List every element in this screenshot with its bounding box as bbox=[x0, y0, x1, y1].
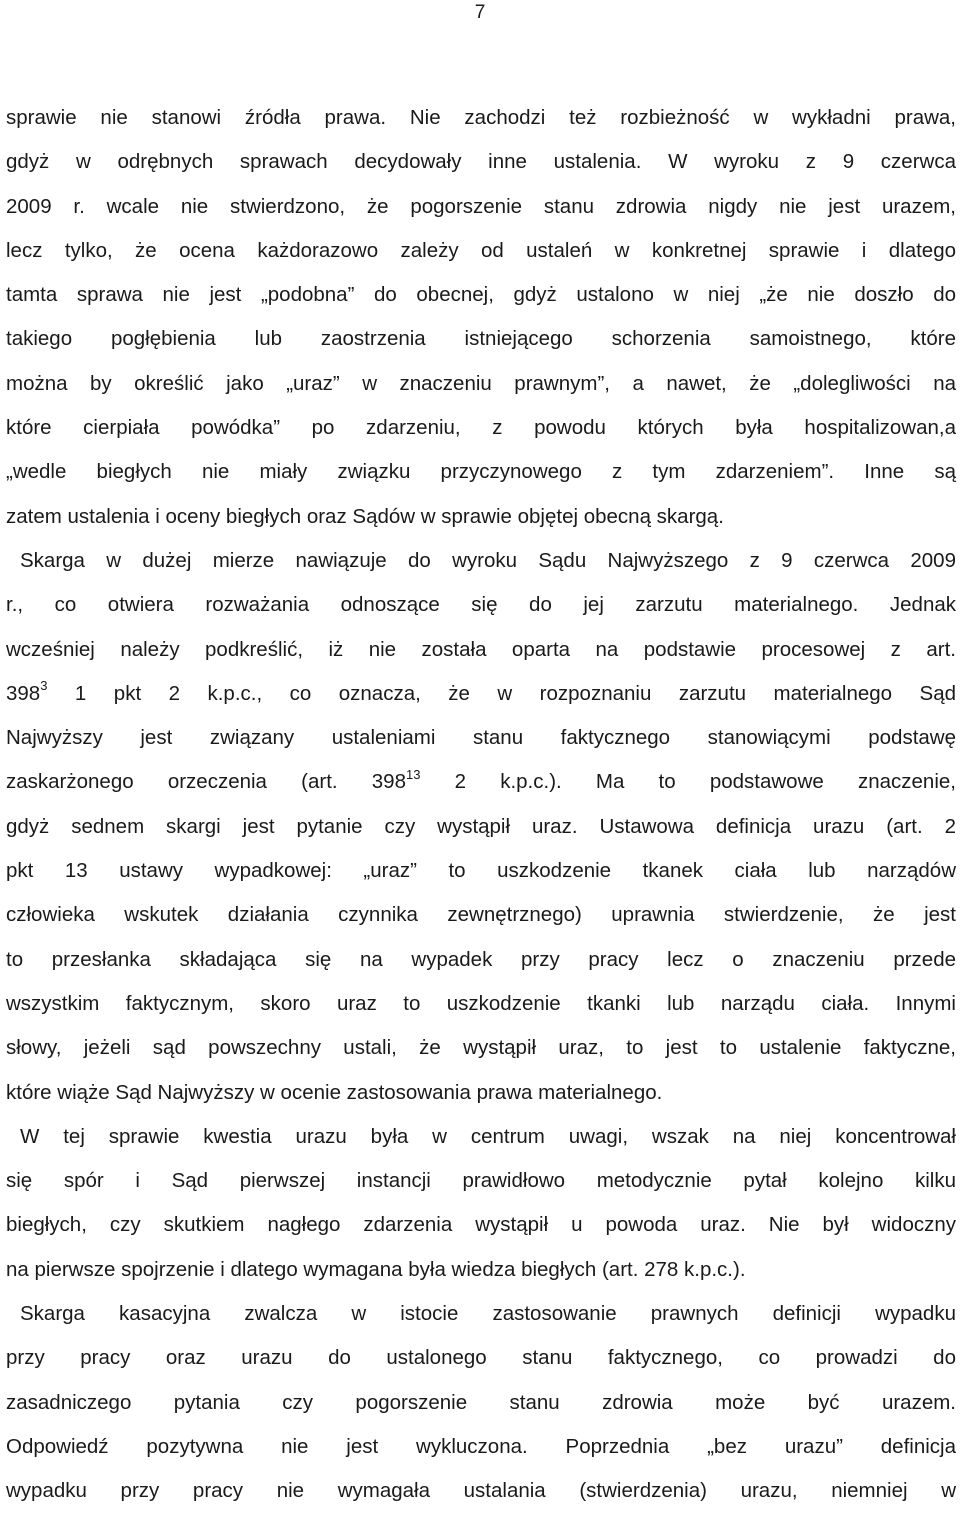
text-line bbox=[6, 1425, 956, 1469]
text-line-content: tamta sprawa nie jest „podobna” do obecnej, gdyż ustalono w niej „że nie doszło do bbox=[6, 283, 956, 307]
text-line-content: Najwyższy jest związany ustaleniami stanu faktycznego stanowiącymi podstawę bbox=[6, 726, 956, 750]
text-line-content: 2009 r. wcale nie stwierdzono, że pogorszenie stanu zdrowia nigdy nie jest urazem, bbox=[6, 194, 956, 218]
text-line-content: Odpowiedź pozytywna nie jest wykluczona. Poprzednia „bez urazu” definicja bbox=[6, 1434, 956, 1458]
text-line-content: gdyż w odrębnych sprawach decydowały inne ustalenia. W wyroku z 9 czerwca bbox=[6, 150, 956, 174]
text-line bbox=[6, 1336, 956, 1380]
text-line-content: wcześniej należy podkreślić, iż nie została oparta na podstawie procesowej z art. bbox=[6, 637, 956, 661]
text-line bbox=[6, 1381, 956, 1425]
text-line-continuation: 2 k.p.c.). Ma to podstawowe znaczenie, bbox=[420, 770, 956, 794]
text-line-content: to przesłanka składająca się na wypadek przy pracy lecz o znaczeniu przede bbox=[6, 947, 956, 971]
text-line bbox=[6, 406, 956, 450]
text-line-content: gdyż sednem skargi jest pytanie czy wystąpił uraz. Ustawowa definicja urazu (art. 2 bbox=[6, 814, 956, 838]
text-line-content: przy pracy oraz urazu do ustalonego stanu faktycznego, co prowadzi do bbox=[6, 1346, 956, 1370]
text-line bbox=[6, 583, 956, 627]
text-line-content: sprawie nie stanowi źródła prawa. Nie zachodzi też rozbieżność w wykładni prawa, bbox=[6, 106, 956, 129]
text-line-content: W tej sprawie kwestia urazu była w centrum uwagi, wszak na niej koncentrował bbox=[20, 1124, 956, 1148]
text-line bbox=[6, 1248, 956, 1292]
text-line bbox=[6, 628, 956, 672]
text-line bbox=[6, 1026, 956, 1070]
text-line bbox=[6, 1071, 956, 1115]
text-line-content: wszystkim faktycznym, skoro uraz to uszkodzenie tkanki lub narządu ciała. Innymi bbox=[6, 991, 956, 1015]
text-line bbox=[6, 849, 956, 893]
text-line bbox=[6, 273, 956, 317]
text-line bbox=[6, 1159, 956, 1203]
text-line-content: „wedle biegłych nie miały związku przyczynowego z tym zdarzeniem”. Inne są bbox=[6, 460, 956, 484]
text-line-content: człowieka wskutek działania czynnika zewnętrznego) uprawnia stwierdzenie, że jest bbox=[6, 903, 956, 927]
text-line-content: r., co otwiera rozważania odnoszące się do jej zarzutu materialnego. Jednak bbox=[6, 593, 956, 617]
page-number: 7 bbox=[474, 2, 486, 23]
text-line-content: które cierpiała powódka” po zdarzeniu, z powodu których była hospitalizowan,a bbox=[6, 416, 956, 440]
text-line bbox=[6, 450, 956, 494]
text-line-content: można by określić jako „uraz” w znaczeniu prawnym”, a nawet, że „dolegliwości na bbox=[6, 371, 956, 395]
text-line-content: takiego pogłębienia lub zaostrzenia istniejącego schorzenia samoistnego, które bbox=[6, 327, 956, 351]
text-line-content: Skarga kasacyjna zwalcza w istocie zastosowanie prawnych definicji wypadku bbox=[20, 1302, 956, 1326]
text-line-content: się spór i Sąd pierwszej instancji prawidłowo metodycznie pytał kolejno kilku bbox=[6, 1169, 956, 1193]
text-line-content: wypadku przy pracy nie wymagała ustalania (stwierdzenia) urazu, niemniej w bbox=[6, 1479, 956, 1503]
article-superscript: 13 bbox=[405, 766, 421, 782]
document-body bbox=[6, 96, 956, 1514]
text-line bbox=[6, 1203, 956, 1247]
text-line bbox=[6, 185, 956, 229]
text-line bbox=[6, 1292, 956, 1336]
text-line bbox=[6, 96, 956, 140]
text-line bbox=[6, 140, 956, 184]
text-line bbox=[6, 1469, 956, 1513]
text-line-content: pkt 13 ustawy wypadkowej: „uraz” to uszkodzenie tkanek ciała lub narządów bbox=[6, 859, 956, 883]
text-line bbox=[6, 893, 956, 937]
text-line-content: które wiąże Sąd Najwyższy w ocenie zastosowania prawa materialnego. bbox=[6, 1080, 663, 1104]
text-line-content: lecz tylko, że ocena każdorazowo zależy od ustaleń w konkretnej sprawie i dlatego bbox=[6, 238, 956, 262]
text-line-content: na pierwsze spojrzenie i dlatego wymagana była wiedza biegłych (art. 278 k.p.c.). bbox=[6, 1257, 746, 1281]
text-line bbox=[6, 1115, 956, 1159]
text-line-content: Skarga w dużej mierze nawiązuje do wyroku Sądu Najwyższego z 9 czerwca 2009 bbox=[20, 548, 956, 572]
text-line bbox=[6, 805, 956, 849]
text-line bbox=[6, 495, 956, 539]
text-line bbox=[6, 938, 956, 982]
text-line bbox=[6, 716, 956, 760]
text-line bbox=[6, 229, 956, 273]
text-line bbox=[6, 362, 956, 406]
text-line-content: słowy, jeżeli sąd powszechny ustali, że wystąpił uraz, to jest to ustalenie faktyczne, bbox=[6, 1036, 956, 1060]
text-line bbox=[6, 760, 956, 804]
text-line-content: zaskarżonego orzeczenia (art. 398 bbox=[6, 770, 406, 794]
article-superscript: 3 bbox=[40, 678, 48, 694]
text-line bbox=[6, 539, 956, 583]
text-line bbox=[6, 317, 956, 361]
text-line-content: 398 bbox=[6, 681, 41, 705]
text-line-continuation: 1 pkt 2 k.p.c., co oznacza, że w rozpoznaniu zarzutu materialnego Sąd bbox=[47, 681, 956, 705]
text-line-content: zasadniczego pytania czy pogorszenie stanu zdrowia może być urazem. bbox=[6, 1390, 956, 1414]
text-line-content: zatem ustalenia i oceny biegłych oraz Sądów w sprawie objętej obecną skargą. bbox=[6, 504, 724, 528]
text-line-content: biegłych, czy skutkiem nagłego zdarzenia wystąpił u powoda uraz. Nie był widoczny bbox=[6, 1213, 956, 1237]
text-line bbox=[6, 982, 956, 1026]
text-line bbox=[6, 672, 956, 716]
